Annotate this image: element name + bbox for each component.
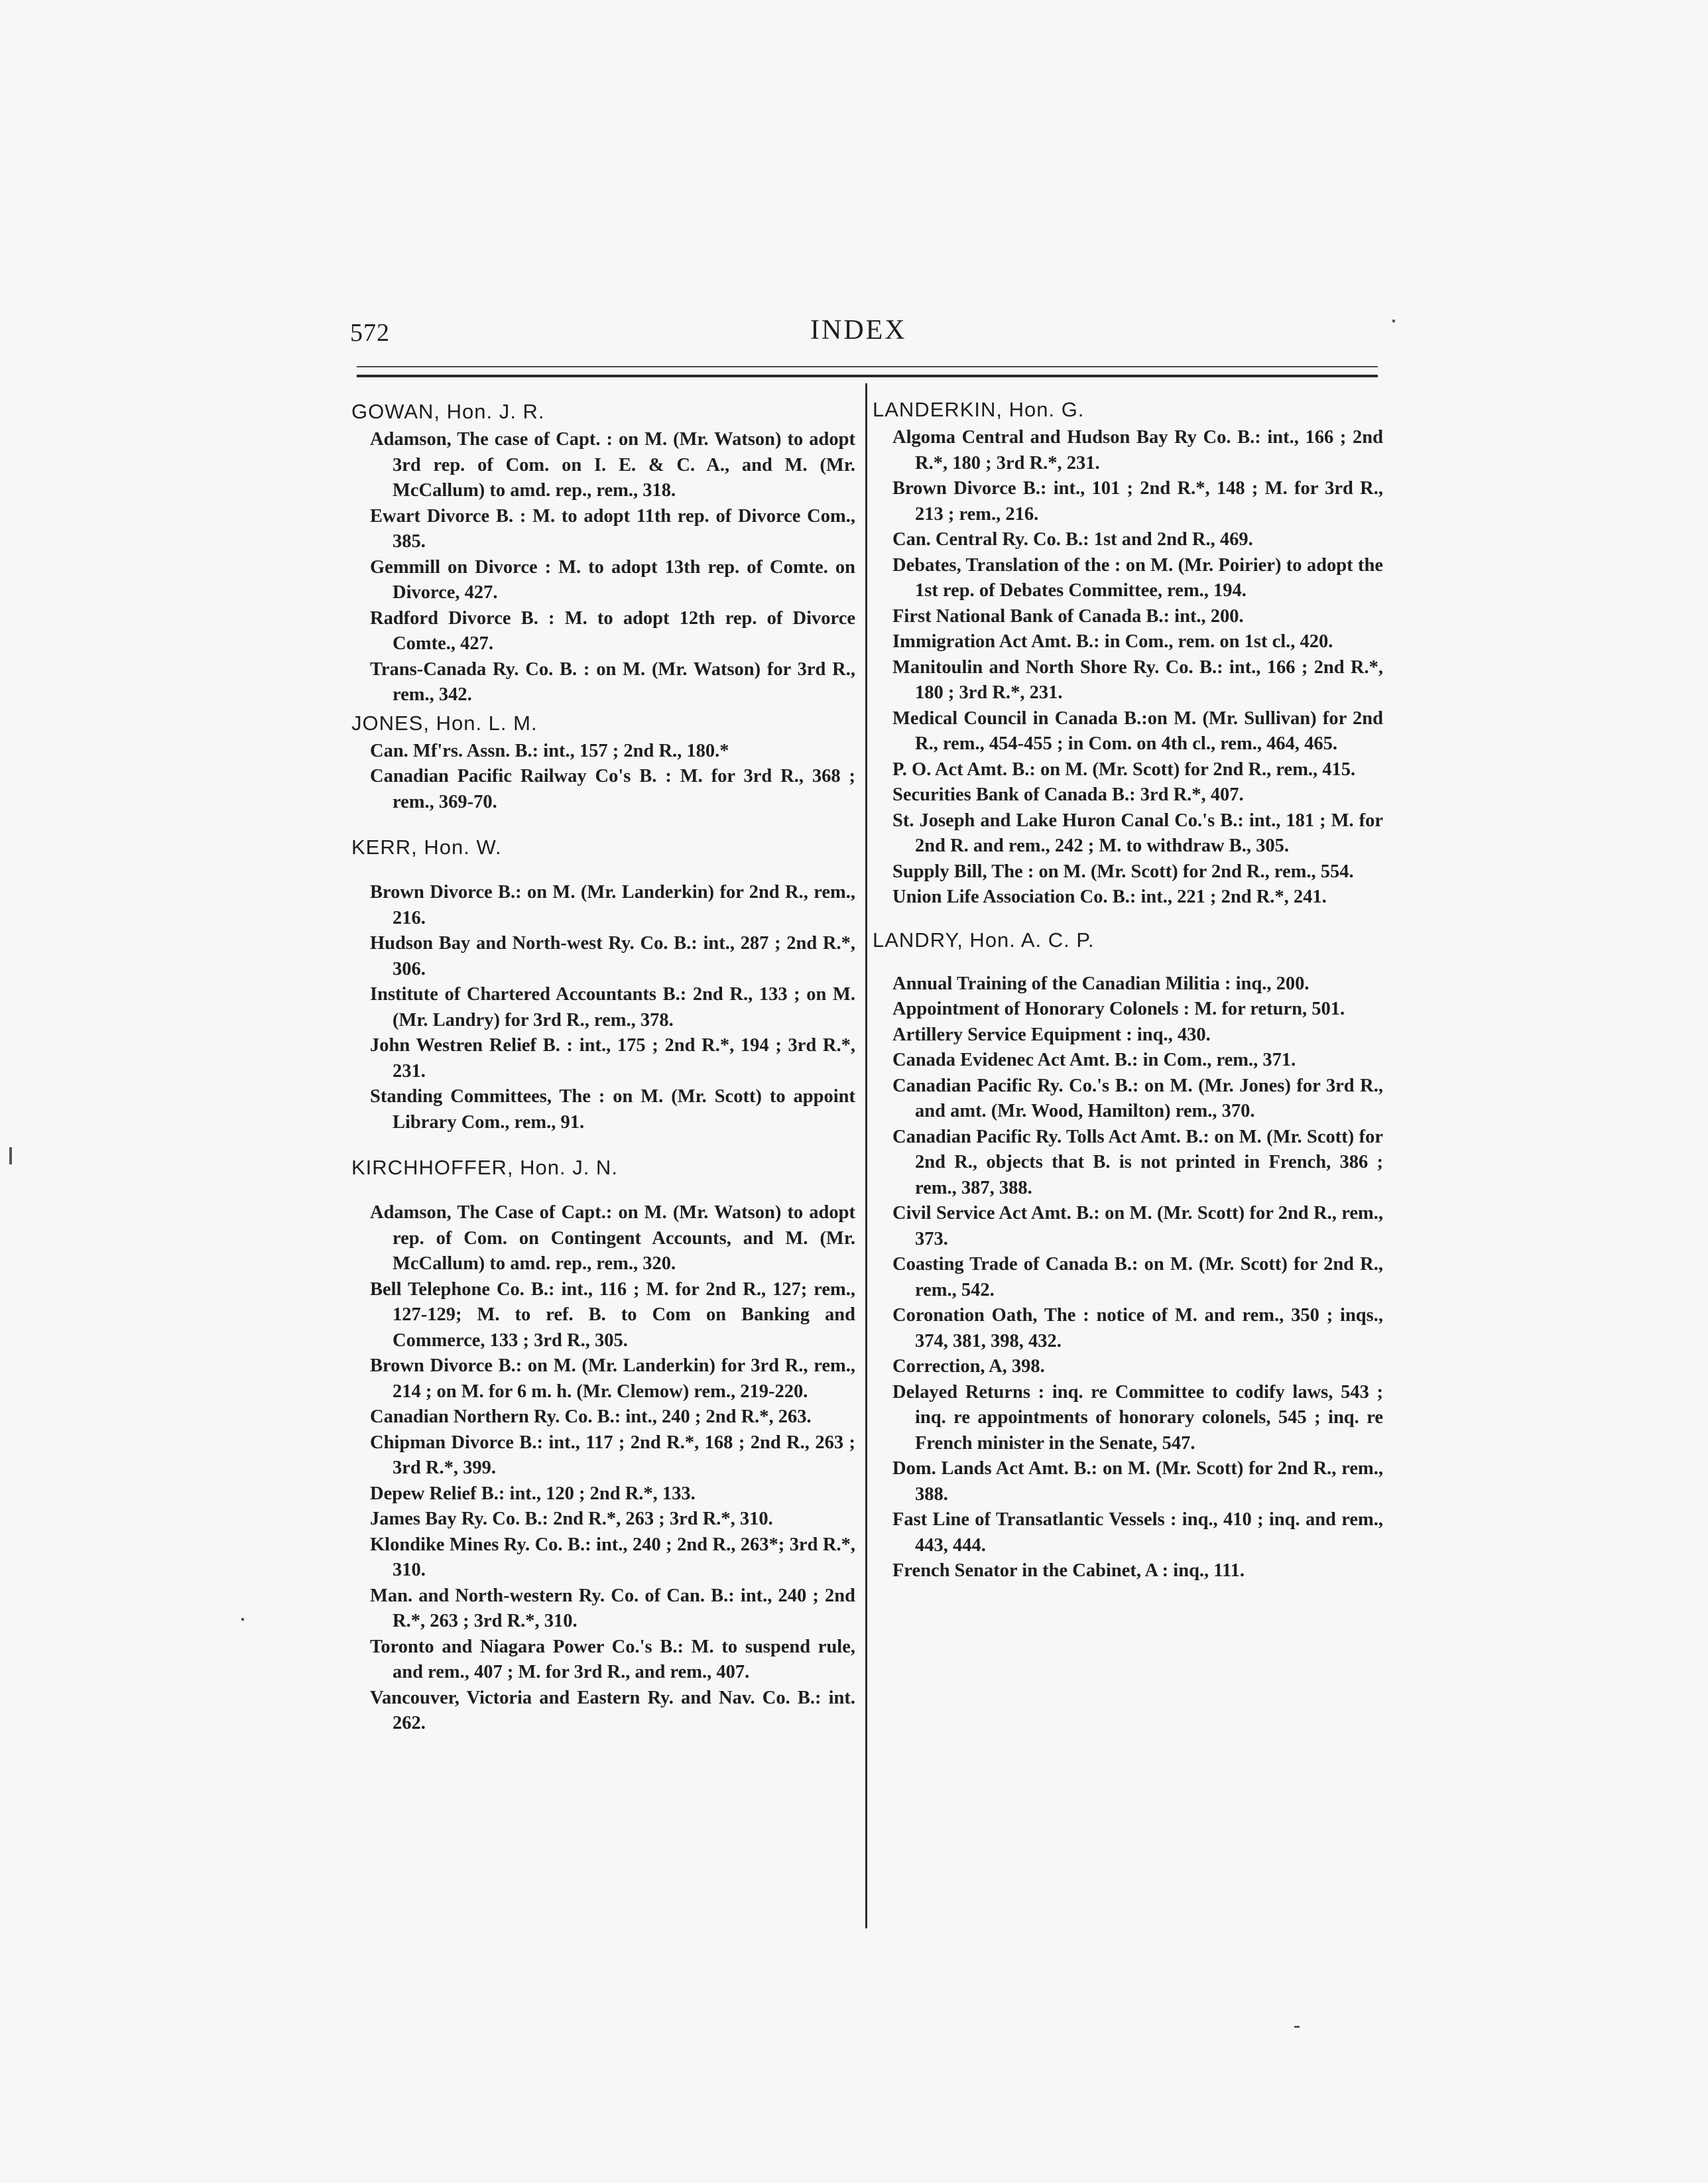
senator-heading: KERR, Hon. W. (351, 836, 502, 859)
margin-speck (9, 1147, 12, 1164)
senator-heading: KIRCHHOFFER, Hon. J. N. (351, 1156, 618, 1179)
index-group (351, 397, 855, 708)
index-entry: St. Joseph and Lake Huron Canal Co.'s B.: int., 181 ; M. for 2nd R. and rem., 242 ; M. to withdraw B., 305. (892, 810, 1383, 856)
index-entry: Debates, Translation of the : on M. (Mr. Poirier) to adopt the 1st rep. of Debates Committee, rem., 194. (892, 554, 1383, 601)
index-entry: Supply Bill, The : on M. (Mr. Scott) for 2nd R., rem., 554. (892, 861, 1354, 882)
index-entry: Union Life Association Co. B.: int., 221 ; 2nd R.*, 241. (892, 887, 1327, 907)
index-entry: Fast Line of Transatlantic Vessels : inq., 410 ; inq. and rem., 443, 444. (892, 1509, 1383, 1556)
column-divider (865, 383, 867, 1928)
index-entry: Annual Training of the Canadian Militia : inq., 200. (892, 973, 1310, 994)
margin-speck (1294, 2026, 1300, 2028)
index-group (873, 395, 1383, 910)
index-entry: Canadian Pacific Ry. Tolls Act Amt. B.: on M. (Mr. Scott) for 2nd R., objects that B. is not printed in French, 386 ; rem., 387, 388. (892, 1126, 1383, 1198)
senator-heading: GOWAN, Hon. J. R. (351, 400, 545, 423)
index-entry: Brown Divorce B.: on M. (Mr. Landerkin) for 3rd R., rem., 214 ; on M. for 6 m. h. (Mr. Clemow) rem., 219-220. (370, 1355, 855, 1402)
index-entry: Correction, A, 398. (892, 1356, 1045, 1377)
index-entry: Vancouver, Victoria and Eastern Ry. and Nav. Co. B.: int. 262. (370, 1687, 855, 1733)
right-column (873, 395, 1383, 1584)
index-entry: Dom. Lands Act Amt. B.: on M. (Mr. Scott) for 2nd R., rem., 388. (892, 1458, 1383, 1505)
page-title: INDEX (810, 315, 907, 345)
index-entry: Toronto and Niagara Power Co.'s B.: M. to suspend rule, and rem., 407 ; M. for 3rd R., and rem., 407. (370, 1636, 855, 1682)
index-entry: Civil Service Act Amt. B.: on M. (Mr. Scott) for 2nd R., rem., 373. (892, 1203, 1383, 1249)
header-rule-thick (357, 375, 1378, 377)
index-entry: Securities Bank of Canada B.: 3rd R.*, 407. (892, 784, 1244, 805)
index-entry: Coasting Trade of Canada B.: on M. (Mr. Scott) for 2nd R., rem., 542. (892, 1254, 1383, 1300)
index-entry: Manitoulin and North Shore Ry. Co. B.: int., 166 ; 2nd R.*, 180 ; 3rd R.*, 231. (892, 656, 1383, 703)
margin-speck (241, 1618, 244, 1621)
index-entry: Can. Mf'rs. Assn. B.: int., 157 ; 2nd R., 180.* (370, 740, 729, 761)
index-entry: Klondike Mines Ry. Co. B.: int., 240 ; 2nd R., 263*; 3rd R.*, 310. (370, 1534, 855, 1580)
index-entry: Man. and North-western Ry. Co. of Can. B.: int., 240 ; 2nd R.*, 263 ; 3rd R.*, 310. (370, 1585, 855, 1631)
index-entry: Institute of Chartered Accountants B.: 2nd R., 133 ; on M. (Mr. Landry) for 3rd R., rem., 378. (370, 984, 855, 1030)
header-rule-thin (357, 366, 1378, 367)
index-entry: French Senator in the Cabinet, A : inq., 111. (892, 1560, 1245, 1581)
index-entry: Standing Committees, The : on M. (Mr. Scott) to appoint Library Com., rem., 91. (370, 1086, 855, 1133)
page-number: 572 (350, 319, 390, 347)
index-entry: Brown Divorce B.: on M. (Mr. Landerkin) for 2nd R., rem., 216. (370, 882, 855, 928)
index-entry: Radford Divorce B. : M. to adopt 12th rep. of Divorce Comte., 427. (370, 607, 855, 654)
margin-speck (1392, 320, 1395, 322)
index-entry: Adamson, The Case of Capt.: on M. (Mr. Watson) to adopt rep. of Com. on Contingent Accounts, and M. (Mr. McCallum) to amd. rep., rem., 320. (370, 1202, 855, 1274)
left-column (351, 397, 855, 1737)
index-entry: Canadian Pacific Ry. Co.'s B.: on M. (Mr. Jones) for 3rd R., and amt. (Mr. Wood, Hamilton) rem., 370. (892, 1075, 1383, 1121)
index-entry: Can. Central Ry. Co. B.: 1st and 2nd R., 469. (892, 529, 1253, 550)
index-group (351, 1153, 855, 1737)
index-entry: Depew Relief B.: int., 120 ; 2nd R.*, 133. (370, 1483, 696, 1504)
index-entry: First National Bank of Canada B.: int., 200. (892, 605, 1244, 627)
index-entry: Bell Telephone Co. B.: int., 116 ; M. for 2nd R., 127; rem., 127-129; M. to ref. B. to Com on Banking and Commerce, 133 ; 3rd R., 305. (370, 1279, 855, 1351)
index-entry: Hudson Bay and North-west Ry. Co. B.: int., 287 ; 2nd R.*, 306. (370, 933, 855, 979)
index-group (351, 832, 855, 1135)
index-entry: Algoma Central and Hudson Bay Ry Co. B.: int., 166 ; 2nd R.*, 180 ; 3rd R.*, 231. (892, 427, 1383, 473)
index-entry: Canada Evidenec Act Amt. B.: in Com., rem., 371. (892, 1050, 1296, 1070)
index-group (351, 708, 855, 816)
index-entry: Gemmill on Divorce : M. to adopt 13th rep. of Comte. on Divorce, 427. (370, 556, 855, 603)
index-entry: Medical Council in Canada B.:on M. (Mr. Sullivan) for 2nd R., rem., 454-455 ; in Com. on 4th cl., rem., 464, 465. (892, 708, 1383, 754)
index-entry: Appointment of Honorary Colonels : M. for return, 501. (892, 999, 1345, 1019)
index-group (873, 925, 1383, 1584)
senator-heading: JONES, Hon. L. M. (351, 711, 538, 735)
index-entry: James Bay Ry. Co. B.: 2nd R.*, 263 ; 3rd R.*, 310. (370, 1509, 773, 1529)
index-entry: Trans-Canada Ry. Co. B. : on M. (Mr. Watson) for 3rd R., rem., 342. (370, 658, 855, 705)
index-entry: P. O. Act Amt. B.: on M. (Mr. Scott) for 2nd R., rem., 415. (892, 759, 1356, 780)
index-entry: Artillery Service Equipment : inq., 430. (892, 1024, 1211, 1045)
index-entry: Delayed Returns : inq. re Committee to codify laws, 543 ; inq. re appointments of honorary colonels, 545 ; inq. re French minister in the Senate, 547. (892, 1381, 1383, 1454)
senator-heading: LANDERKIN, Hon. G. (873, 398, 1085, 421)
index-entry: Chipman Divorce B.: int., 117 ; 2nd R.*, 168 ; 2nd R., 263 ; 3rd R.*, 399. (370, 1432, 855, 1478)
index-entry: Immigration Act Amt. B.: in Com., rem. on 1st cl., 420. (892, 631, 1333, 652)
index-entry: Canadian Pacific Railway Co's B. : M. for 3rd R., 368 ; rem., 369-70. (370, 766, 855, 812)
index-entry: Coronation Oath, The : notice of M. and rem., 350 ; inqs., 374, 381, 398, 432. (892, 1305, 1383, 1351)
index-entry: John Westren Relief B. : int., 175 ; 2nd R.*, 194 ; 3rd R.*, 231. (370, 1035, 855, 1082)
senator-heading: LANDRY, Hon. A. C. P. (873, 928, 1095, 952)
index-entry: Canadian Northern Ry. Co. B.: int., 240 ; 2nd R.*, 263. (370, 1406, 812, 1427)
index-entry: Ewart Divorce B. : M. to adopt 11th rep. of Divorce Com., 385. (370, 505, 855, 552)
index-entry: Brown Divorce B.: int., 101 ; 2nd R.*, 148 ; M. for 3rd R., 213 ; rem., 216. (892, 478, 1383, 525)
index-entry: Adamson, The case of Capt. : on M. (Mr. Watson) to adopt 3rd rep. of Com. on I. E. & C. A., and M. (Mr. McCallum) to amd. rep., rem., 318. (370, 429, 855, 501)
